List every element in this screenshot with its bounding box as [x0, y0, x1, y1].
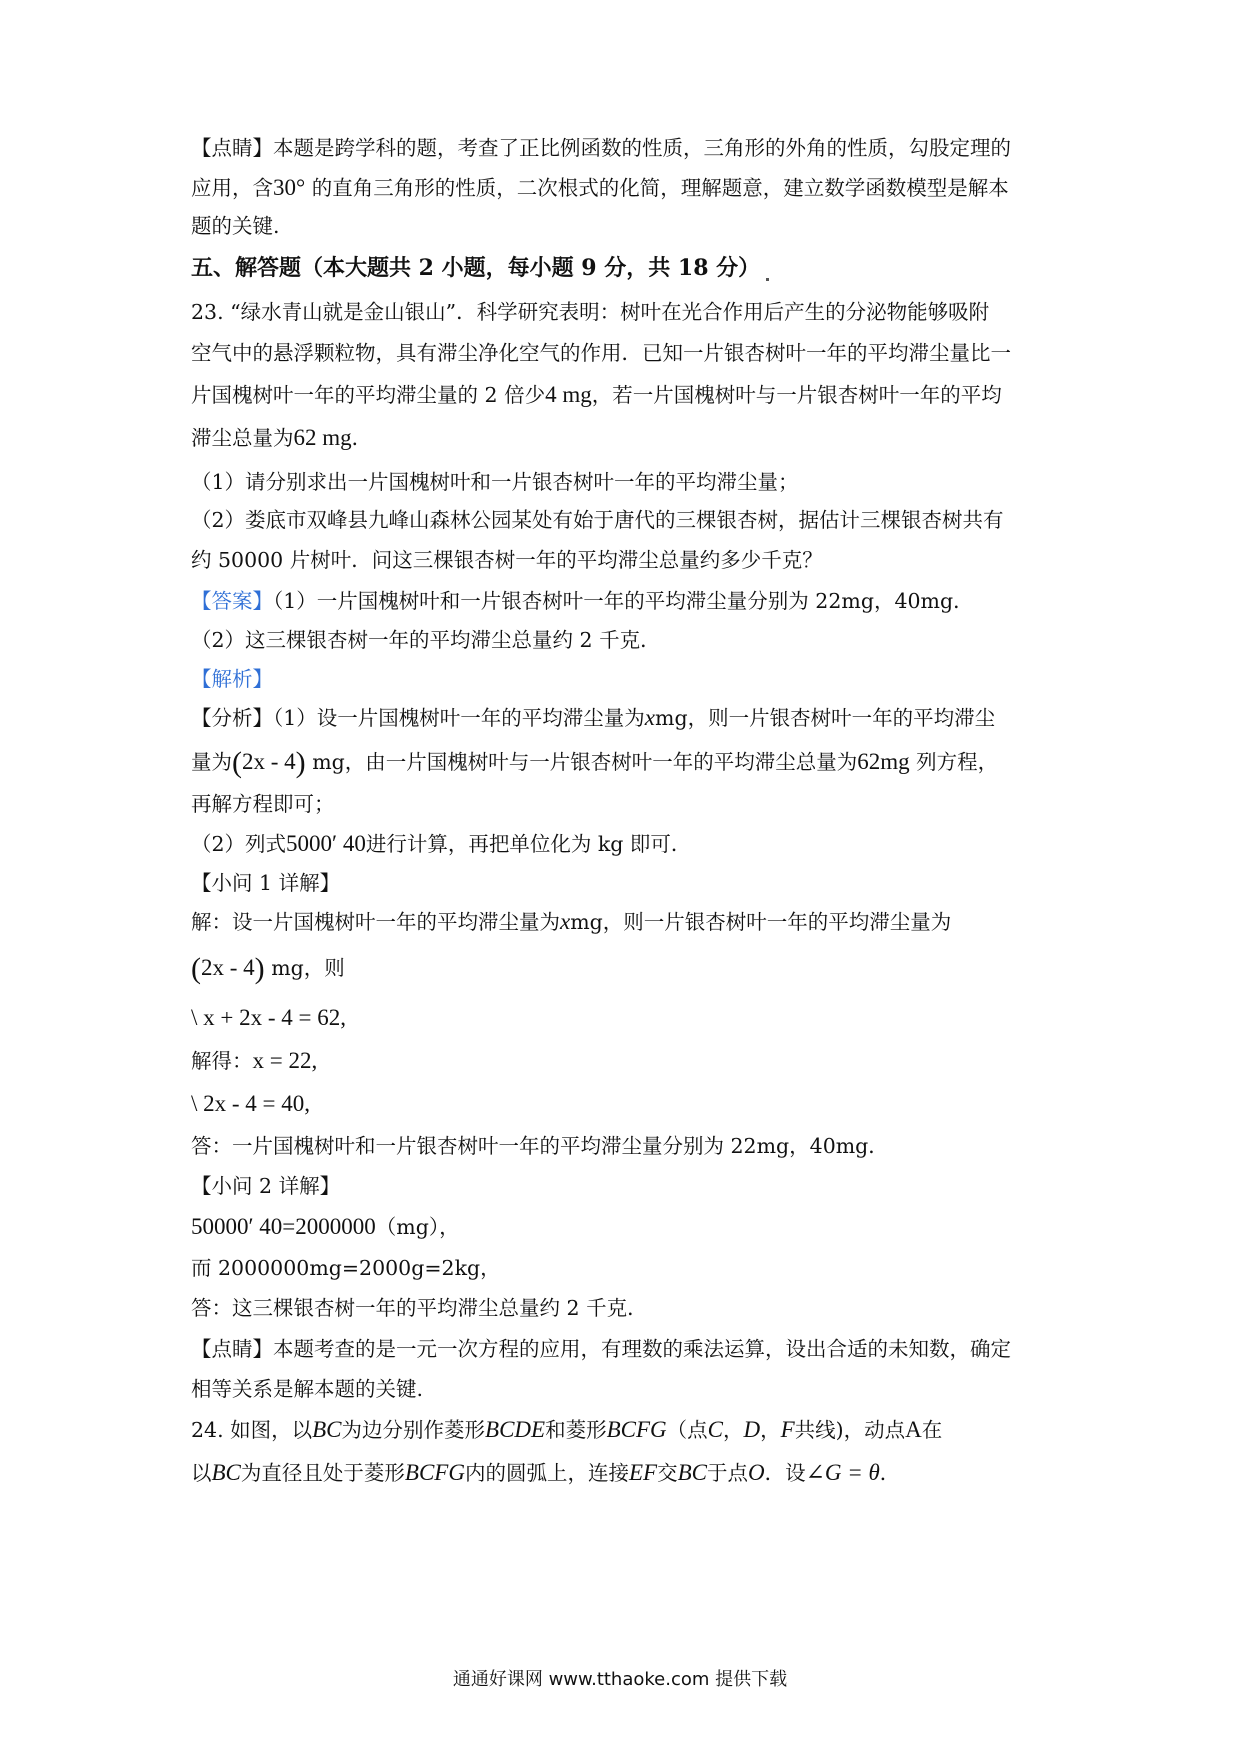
answer-line-2: （2）这三棵银杏树一年的平均滞尘总量约 2 千克．	[191, 628, 661, 652]
analysis-line-4: （2）列式5000′ 40进行计算，再把单位化为 kg 即可．	[191, 831, 692, 856]
answer-label: 【答案】	[191, 589, 273, 613]
sub1-line-2: (2x - 4) mg，则	[191, 952, 345, 985]
q23-line-1: 23. “绿水青山就是金山银山”．科学研究表明：树叶在光合作用后产生的分泌物能够吸附	[191, 300, 990, 324]
jiexi-label: 【解析】	[191, 667, 273, 691]
q24-line-2: 以BC为直径且处于菱形BCFG内的圆弧上，连接EF交BC于点O．设∠G = θ．	[191, 1460, 901, 1485]
answer-line-1: 【答案】（1）一片国槐树叶和一片银杏树叶一年的平均滞尘量分别为 22mg，40mg．	[191, 589, 974, 613]
q23-part-2-line-2: 约 50000 片树叶．问这三棵银杏树一年的平均滞尘总量约多少千克？	[191, 548, 823, 572]
sub1-line-4: 解得：x = 22,	[191, 1048, 318, 1073]
q23-line-3: 片国槐树叶一年的平均滞尘量的 2 倍少4 mg，若一片国槐树叶与一片银杏树叶一年的平均	[191, 382, 1002, 407]
sub1-answer: 答：一片国槐树叶和一片银杏树叶一年的平均滞尘量分别为 22mg，40mg．	[191, 1134, 889, 1158]
q23-line-2: 空气中的悬浮颗粒物，具有滞尘净化空气的作用．已知一片银杏树叶一年的平均滞尘量比一	[191, 341, 1011, 365]
sub1-equation-1: \ x + 2x - 4 = 62,	[191, 1005, 346, 1030]
analysis-line-1: 【分析】（1）设一片国槐树叶一年的平均滞尘量为xmg，则一片银杏树叶一年的平均滞尘	[191, 705, 996, 730]
analysis-line-3: 再解方程即可；	[191, 792, 335, 816]
q23-part-1: （1）请分别求出一片国槐树叶和一片银杏树叶一年的平均滞尘量；	[191, 470, 799, 494]
dot-mark	[766, 278, 769, 281]
sub1-equation-3: \ 2x - 4 = 40,	[191, 1091, 311, 1116]
section-heading: 五、解答题（本大题共 2 小题，每小题 9 分，共 18 分）	[191, 253, 1061, 283]
q23-part-2-line-1: （2）娄底市双峰县九峰山森林公园某处有始于唐代的三棵银杏树，据估计三棵银杏树共有	[191, 508, 1004, 532]
dianjing-1-line-3: 题的关键.	[191, 214, 280, 238]
sub2-line-2: 而 2000000mg=2000g=2kg，	[191, 1256, 501, 1280]
q24-line-1: 24. 如图，以BC为边分别作菱形BCDE和菱形BCFG（点C，D，F共线)，动点A在	[191, 1417, 943, 1442]
sub1-title: 【小问 1 详解】	[191, 871, 341, 895]
dianjing-1-line-2: 应用，含30° 的直角三角形的性质，二次根式的化简，理解题意，建立数学函数模型是解本	[191, 175, 1009, 200]
q23-line-4: 滞尘总量为62 mg．	[191, 425, 373, 450]
sub2-equation-1: 50000′ 40=2000000（mg），	[191, 1214, 460, 1239]
dianjing-2-line-2: 相等关系是解本题的关键.	[191, 1377, 424, 1401]
page-footer: 通通好课网 www.tthaoke.com 提供下载	[452, 1669, 788, 1690]
sub2-title: 【小问 2 详解】	[191, 1174, 341, 1198]
dianjing-1-line-1: 【点睛】本题是跨学科的题，考查了正比例函数的性质，三角形的外角的性质，勾股定理的	[191, 136, 1011, 160]
sub1-line-1: 解：设一片国槐树叶一年的平均滞尘量为xmg，则一片银杏树叶一年的平均滞尘量为	[191, 909, 952, 934]
analysis-line-2: 量为(2x - 4) mg，由一片国槐树叶与一片银杏树叶一年的平均滞尘总量为62mg 列方程，	[191, 746, 999, 779]
sub2-answer: 答：这三棵银杏树一年的平均滞尘总量约 2 千克．	[191, 1296, 648, 1320]
dianjing-2-line-1: 【点睛】本题考查的是一元一次方程的应用，有理数的乘法运算，设出合适的未知数，确定	[191, 1337, 1011, 1361]
